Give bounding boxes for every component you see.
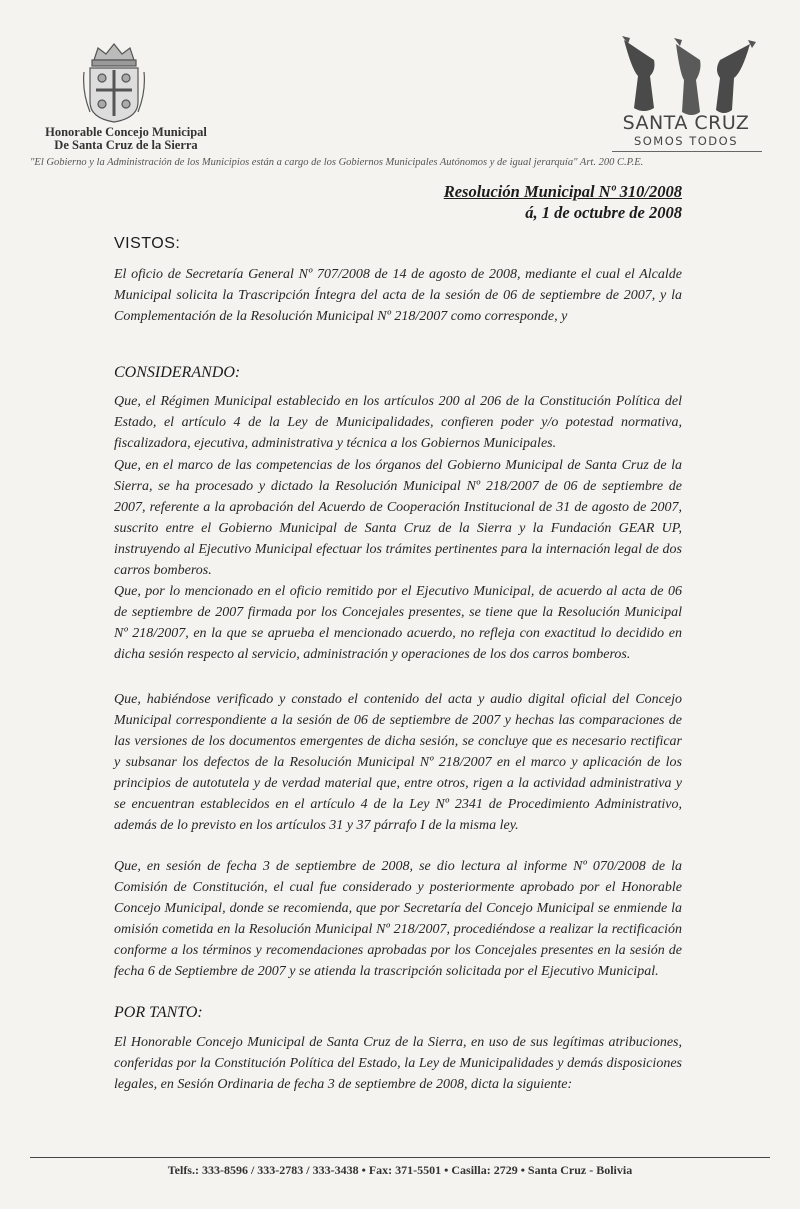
council-name <box>26 126 226 152</box>
resolution-title: Resolución Municipal Nº 310/2008 <box>443 182 682 201</box>
heading-considerando: CONSIDERANDO: <box>114 364 241 381</box>
paragraph-considerando-1: Que, el Régimen Municipal establecido en los artículos 200 al 206 de la Constitución Política del Estado, el artículo 4 de la Ley de Municipalidades, confieren poder y/o potestad normativa, fiscalizadora, ejecutiva, administrativa y técnica a los Gobiernos Municipales. <box>114 394 682 451</box>
heading-por-tanto: POR TANTO: <box>114 1004 203 1021</box>
footer-divider <box>30 1157 770 1158</box>
footer-contact: Telfs.: 333-8596 / 333-2783 / 333-3438 • Fax: 371-5501 • Casilla: 2729 • Santa Cruz - Bolivia <box>167 1163 633 1177</box>
paragraph-considerando-3: Que, por lo mencionado en el oficio remitido por el Ejecutivo Municipal, de acuerdo al acta de 06 de septiembre de 2007 firmada por los Concejales presentes, se tiene que la Resolución Municipal Nº 218/2007, en la que se aprueba el mencionado acuerdo, no refleja con exactitud lo decidido en dicha sesión respecto al servicio, administración y operaciones de los dos carros bomberos. <box>114 584 682 662</box>
paragraph-considerando-5: Que, en sesión de fecha 3 de septiembre de 2008, se dio lectura al informe Nº 070/2008 de la Comisión de Constitución, el cual fue considerado y posteriormente aprobado por el Honorable Concejo Municipal, donde se recomienda, que por Secretaría del Concejo Municipal se enmiende la omisión cometida en la Resolución Municipal Nº 218/2007, procediéndose a realizar la rectificación conforme a los términos y recomendaciones aprobadas por los Concejales presentes en la sesión de fecha 6 de Septiembre de 2007 y se atienda la trascripción solicitada por el Ejecutivo Municipal. <box>114 859 682 979</box>
santa-cruz-figures-icon <box>604 30 764 122</box>
resolution-date: á, 1 de octubre de 2008 <box>525 203 682 222</box>
paragraph-considerando-2: Que, en el marco de las competencias de los órganos del Gobierno Municipal de Santa Cruz de la Sierra, se ha procesado y dictado la Resolución Municipal Nº 218/2007 de 06 de septiembre de 2007, referente a la aprobación del Acuerdo de Cooperación Institucional de 31 de agosto de 2007, suscrito entre el Gobierno Municipal de Santa Cruz de la Sierra y la Fundación GEAR UP, instruyendo al Ejecutivo Municipal efectuar los trámites pertinentes para la internación legal de dos carros bomberos. <box>114 458 682 578</box>
constitution-quote: "El Gobierno y la Administración de los Municipios están a cargo de los Gobiernos Municipales Autónomos y de igual jerarquía" Art. 200 C.P.E. <box>30 157 644 168</box>
logo-divider <box>612 151 762 152</box>
santa-cruz-logo-tagline: SOMOS TODOS <box>633 134 739 148</box>
paragraph-considerando-4: Que, habiéndose verificado y constado el contenido del acta y audio digital oficial del Concejo Municipal correspondiente a la sesión de 06 de septiembre de 2007 y hechas las comparaciones de las versiones de los documentos emergentes de dicha sesión, se concluye que es necesario rectificar y subsanar los defectos de la Resolución Municipal Nº 218/2007 en el marco y aplicación de los principios de autotutela y de verdad material que, entre otros, rigen a la actividad administrativa y se encuentran establecidos en el artículo 4 de la Ley Nº 2341 de Procedimiento Administrativo, además de lo previsto en los artículos 31 y 37 párrafo I de la misma ley. <box>114 692 682 833</box>
council-name-line-2: De Santa Cruz de la Sierra <box>54 138 198 152</box>
paragraph-vistos: El oficio de Secretaría General Nº 707/2008 de 14 de agosto de 2008, mediante el cual el Alcalde Municipal solicita la Trascripción Íntegra del acta de la sesión de 06 de septiembre de 2007, y la Complementación de la Resolución Municipal Nº 218/2007 como corresponde, y <box>114 267 682 324</box>
heading-vistos: VISTOS: <box>114 235 181 252</box>
council-name-line-1: Honorable Concejo Municipal <box>45 125 207 139</box>
santa-cruz-logo-name: SANTA CRUZ <box>622 112 750 134</box>
paragraph-por-tanto: El Honorable Concejo Municipal de Santa Cruz de la Sierra, en uso de sus legítimas atribuciones, conferidas por la Constitución Política del Estado, la Ley de Municipalidades y demás disposiciones legales, en Sesión Ordinaria de fecha 3 de septiembre de 2008, dicta la siguiente: <box>114 1035 682 1092</box>
coat-of-arms-icon <box>82 42 146 124</box>
